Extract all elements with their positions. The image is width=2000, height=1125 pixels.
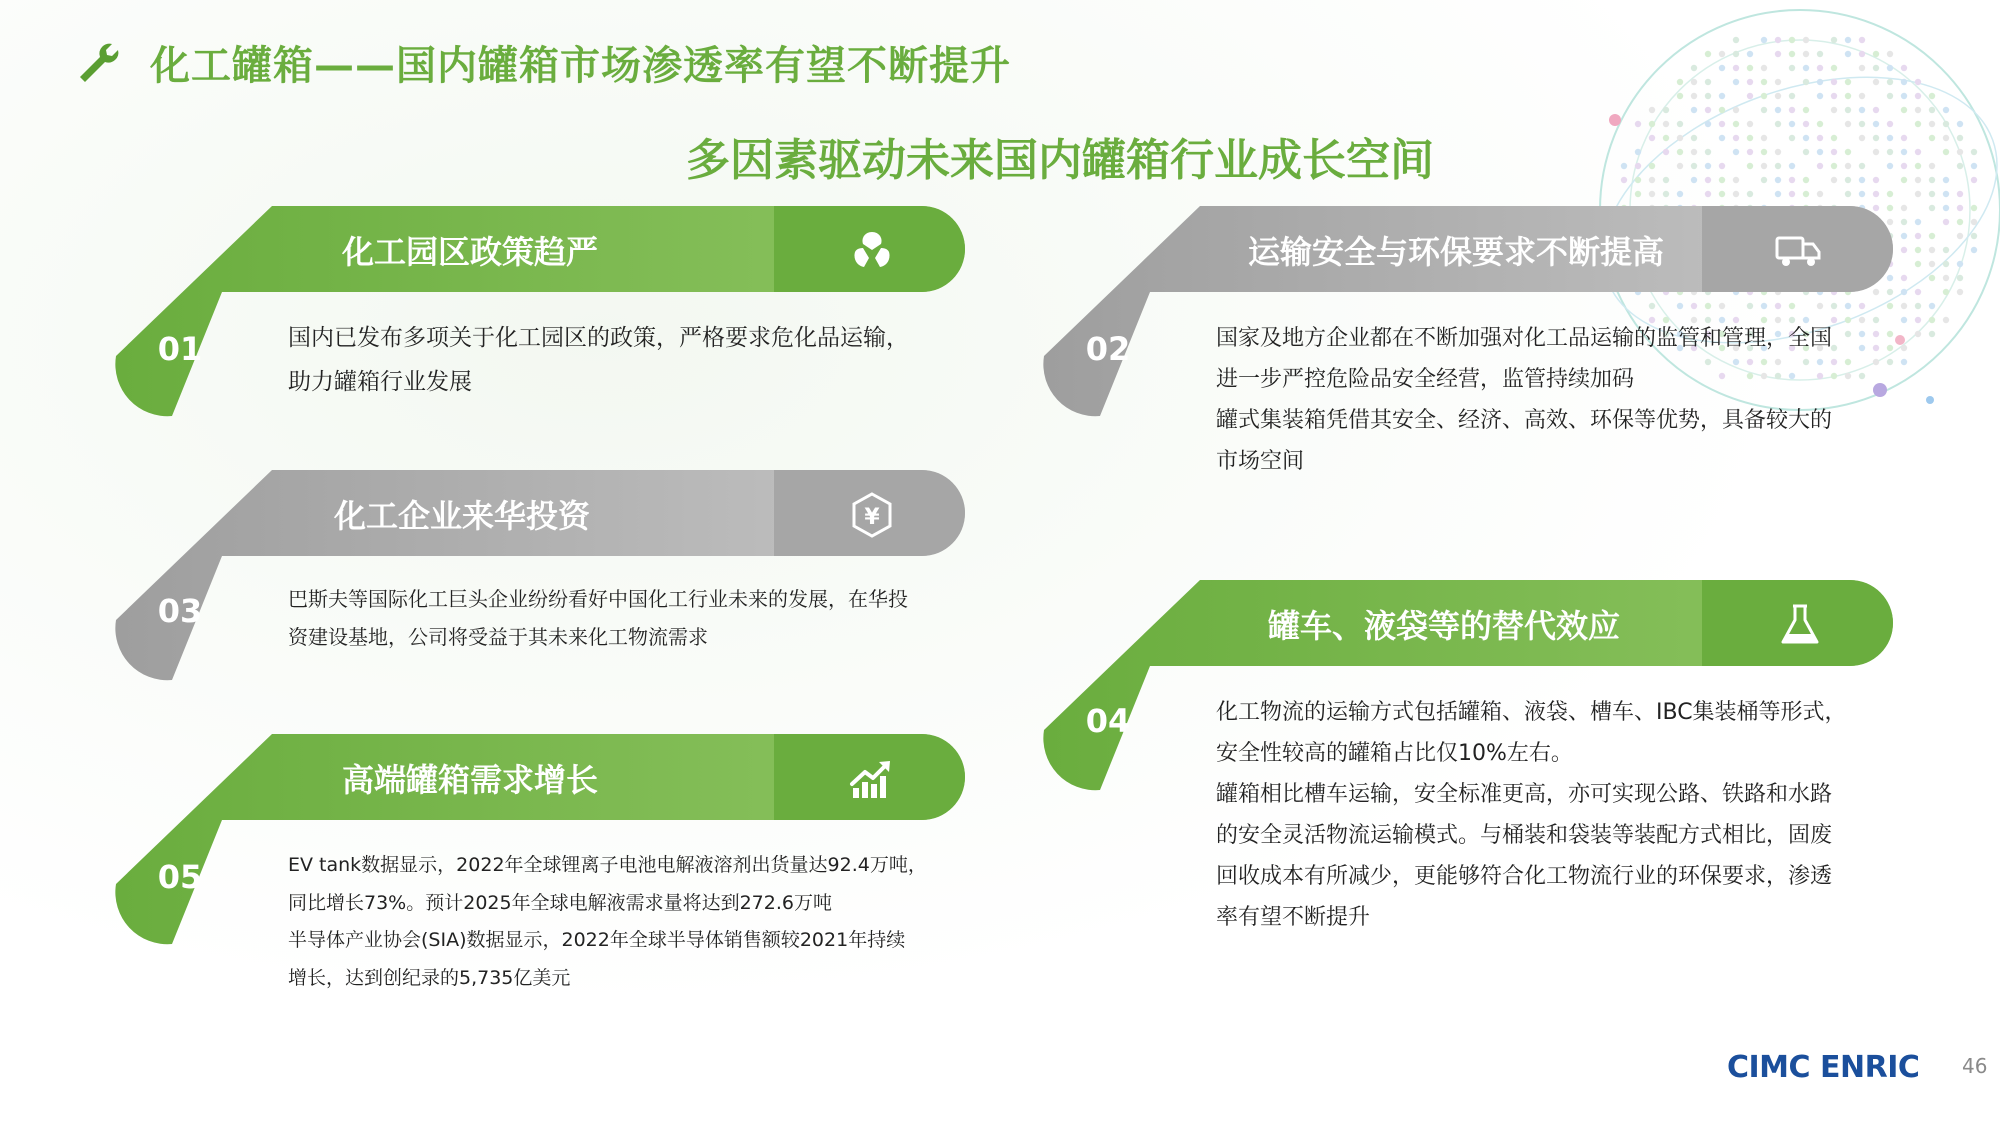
card-number: 03	[157, 592, 203, 630]
card-body-line: 助力罐箱行业发展	[288, 369, 472, 395]
card-body-line: 的安全灵活物流运输模式。与桶装和袋装等装配方式相比，固废	[1216, 823, 1833, 848]
wrench-icon	[72, 38, 124, 90]
card-number: 05	[157, 858, 203, 896]
card-body-line: 资建设基地，公司将受益于其未来化工物流需求	[288, 625, 708, 649]
card-body-line: 同比增长73%。预计2025年全球电解液需求量将达到272.6万吨	[288, 891, 832, 914]
recycle-leaf-icon	[847, 226, 897, 276]
card-body	[288, 847, 988, 997]
company-logo: CIMC ENRIC	[1727, 1050, 1920, 1085]
factor-card-04	[1040, 580, 1900, 930]
card-body-line: 罐箱相比槽车运输，安全标准更高，亦可实现公路、铁路和水路	[1216, 782, 1833, 807]
card-body-line: 国内已发布多项关于化工园区的政策，严格要求危化品运输，	[288, 325, 909, 351]
section-subtitle: 多因素驱动未来国内罐箱行业成长空间	[686, 135, 1434, 186]
card-heading: 罐车、液袋等的替代效应	[1268, 607, 1621, 645]
card-heading: 化工园区政策趋严	[342, 233, 599, 271]
card-body-line: 回收成本有所减少，更能够符合化工物流行业的环保要求，渗透	[1216, 864, 1833, 889]
card-body	[1216, 318, 1906, 482]
flask-icon	[1775, 600, 1825, 650]
card-body-line: 国家及地方企业都在不断加强对化工品运输的监管和管理，全国	[1216, 326, 1833, 351]
svg-text:¥: ¥	[864, 505, 880, 530]
card-number: 04	[1085, 702, 1131, 740]
page-number: 46	[1962, 1054, 1988, 1078]
card-body-line: 安全性较高的罐箱占比仅10%左右。	[1216, 741, 1573, 766]
card-body-line: EV tank数据显示，2022年全球锂离子电池电解液溶剂出货量达92.4万吨，	[288, 854, 927, 876]
factor-card-01	[112, 206, 972, 426]
growth-chart-icon	[847, 754, 897, 804]
factor-card-03	[112, 470, 972, 690]
card-body-line: 罐式集装箱凭借其安全、经济、高效、环保等优势，具备较大的	[1216, 408, 1833, 433]
factor-card-05	[112, 734, 972, 989]
card-body	[1216, 692, 1906, 938]
card-body-line: 半导体产业协会(SIA)数据显示，2022年全球半导体销售额较2021年持续	[288, 929, 906, 951]
card-number: 01	[157, 330, 203, 368]
card-heading: 高端罐箱需求增长	[342, 761, 599, 799]
card-body	[288, 316, 968, 404]
card-body-line: 率有望不断提升	[1216, 905, 1371, 930]
yen-shield-icon	[847, 490, 897, 540]
card-body-line: 市场空间	[1216, 449, 1305, 474]
card-body-line: 增长，达到创纪录的5,735亿美元	[288, 966, 571, 989]
card-number: 02	[1085, 330, 1131, 368]
card-body-line: 进一步严控危险品安全经营，监管持续加码	[1216, 367, 1635, 392]
card-heading: 化工企业来华投资	[334, 497, 591, 535]
card-body	[288, 580, 978, 656]
factor-card-02	[1040, 206, 1900, 474]
card-body-line: 巴斯夫等国际化工巨头企业纷纷看好中国化工行业未来的发展，在华投	[288, 587, 908, 611]
truck-icon	[1773, 226, 1823, 276]
card-body-line: 化工物流的运输方式包括罐箱、液袋、槽车、IBC集装桶等形式，	[1216, 700, 1847, 725]
page-title: 化工罐箱——国内罐箱市场渗透率有望不断提升	[150, 43, 1011, 89]
card-heading: 运输安全与环保要求不断提高	[1248, 233, 1665, 271]
